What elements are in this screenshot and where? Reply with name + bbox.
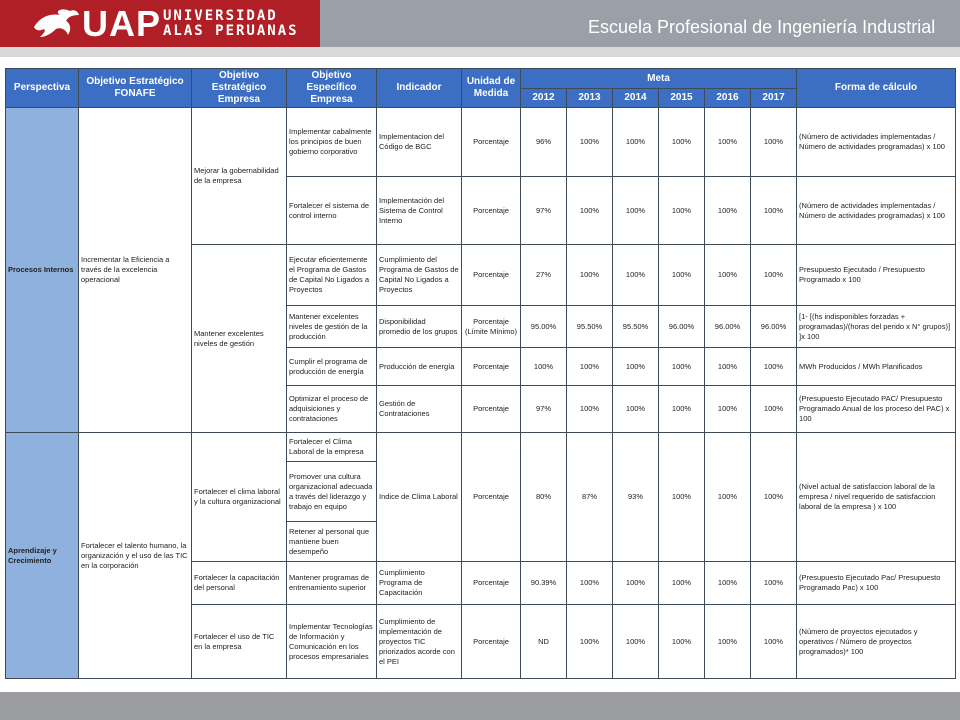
header-meta: Meta xyxy=(521,69,797,89)
header-indicador: Indicador xyxy=(377,69,462,108)
logo-name xyxy=(163,9,299,39)
unit-cell: Porcentaje xyxy=(462,562,521,605)
specific-objective-cell: Fortalecer el Clima Laboral de la empresa xyxy=(287,433,377,462)
meta-cell: 100% xyxy=(659,177,705,245)
indicator-cell: Gestión de Contrataciones xyxy=(377,386,462,433)
table-row xyxy=(6,108,956,177)
header-year: 2013 xyxy=(567,89,613,108)
meta-cell: 96.00% xyxy=(659,306,705,348)
header-obj-fonafe: Objetivo Estratégico FONAFE xyxy=(79,69,192,108)
strategic-objectives-table xyxy=(5,68,956,679)
meta-cell: 100% xyxy=(659,386,705,433)
meta-cell: 100% xyxy=(659,605,705,679)
meta-cell: 87% xyxy=(567,433,613,562)
meta-cell: 100% xyxy=(705,177,751,245)
formula-cell: MWh Producidos / MWh Planificados xyxy=(797,348,956,386)
logo-line1: UNIVERSIDAD xyxy=(163,8,278,24)
logo-line2: ALAS PERUANAS xyxy=(163,23,299,39)
meta-cell: 100% xyxy=(751,386,797,433)
meta-cell: 100% xyxy=(613,605,659,679)
logo-abbr: UAP xyxy=(82,3,162,44)
specific-objective-cell: Mantener programas de entrenamiento superior xyxy=(287,562,377,605)
meta-cell: 27% xyxy=(521,245,567,306)
meta-cell: 100% xyxy=(659,433,705,562)
formula-cell: (Presupuesto Ejecutado Pac/ Presupuesto Programado Pac) x 100 xyxy=(797,562,956,605)
header-year: 2012 xyxy=(521,89,567,108)
meta-cell: 100% xyxy=(705,245,751,306)
meta-cell: 100% xyxy=(659,108,705,177)
meta-cell: 100% xyxy=(613,562,659,605)
meta-cell: 100% xyxy=(613,348,659,386)
meta-cell: 100% xyxy=(567,562,613,605)
meta-cell: 100% xyxy=(705,348,751,386)
formula-cell: (Número de actividades implementadas / Número de actividades programadas) x 100 xyxy=(797,177,956,245)
unit-cell: Porcentaje xyxy=(462,348,521,386)
formula-cell: (Número de actividades implementadas / Número de actividades programadas) x 100 xyxy=(797,108,956,177)
meta-cell: 100% xyxy=(613,108,659,177)
unit-cell: Porcentaje xyxy=(462,433,521,562)
meta-cell: 100% xyxy=(659,348,705,386)
header-year: 2015 xyxy=(659,89,705,108)
header-year: 2014 xyxy=(613,89,659,108)
meta-cell: 100% xyxy=(521,348,567,386)
meta-cell: 93% xyxy=(613,433,659,562)
meta-cell: 100% xyxy=(567,108,613,177)
meta-cell: 100% xyxy=(705,605,751,679)
meta-cell: 100% xyxy=(705,386,751,433)
header-year: 2017 xyxy=(751,89,797,108)
formula-cell: (Presupuesto Ejecutado PAC/ Presupuesto Programado Anual de los proceso del PAC) x 100 xyxy=(797,386,956,433)
meta-cell: 95.50% xyxy=(567,306,613,348)
indicator-cell: Producción de energía xyxy=(377,348,462,386)
footer-bar xyxy=(0,692,960,720)
meta-cell: 95.00% xyxy=(521,306,567,348)
meta-cell: 100% xyxy=(705,433,751,562)
specific-objective-cell: Retener al personal que mantiene buen desempeño xyxy=(287,522,377,562)
indicator-cell: Implementación del Sistema de Control Interno xyxy=(377,177,462,245)
fonafe-objective-cell: Fortalecer el talento humano, la organización y el uso de las TIC en la corporación xyxy=(79,433,192,679)
meta-cell: 100% xyxy=(613,386,659,433)
meta-cell: 100% xyxy=(751,433,797,562)
fonafe-objective-cell: Incrementar la Eficiencia a través de la excelencia operacional xyxy=(79,108,192,433)
specific-objective-cell: Implementar cabalmente los principios de buen gobierno corporativo xyxy=(287,108,377,177)
indicator-cell: Disponibilidad promedio de los grupos xyxy=(377,306,462,348)
company-objective-cell: Fortalecer la capacitación del personal xyxy=(192,562,287,605)
meta-cell: 100% xyxy=(751,348,797,386)
meta-cell: 100% xyxy=(567,386,613,433)
meta-cell: 100% xyxy=(751,245,797,306)
meta-cell: 100% xyxy=(751,605,797,679)
meta-cell: 100% xyxy=(751,108,797,177)
eagle-logo-icon xyxy=(32,7,80,41)
unit-cell: Porcentaje xyxy=(462,245,521,306)
company-objective-cell: Mantener excelentes niveles de gestión xyxy=(192,245,287,433)
school-title: Escuela Profesional de Ingeniería Industrial xyxy=(588,17,936,37)
formula-cell: (Nivel actual de satisfaccion laboral de la empresa / nivel requerido de satisfaccion laboral de la empresa ) x 100 xyxy=(797,433,956,562)
specific-objective-cell: Ejecutar eficientemente el Programa de Gastos de Capital No Ligados a Proyectos xyxy=(287,245,377,306)
indicator-cell: Cumplimiento de implementación de proyectos TIC priorizados acorde con el PEI xyxy=(377,605,462,679)
perspective-cell: Aprendizaje y Crecimiento xyxy=(6,433,79,679)
unit-cell: Porcentaje xyxy=(462,605,521,679)
meta-cell: 100% xyxy=(567,177,613,245)
meta-cell: 96.00% xyxy=(705,306,751,348)
meta-cell: 100% xyxy=(751,562,797,605)
header-obj-empresa: Objetivo Estratégico Empresa xyxy=(192,69,287,108)
formula-cell: [1- [(hs indisponibles forzadas + programadas)/(horas del perido x N° grupos)] ]x 100 xyxy=(797,306,956,348)
unit-cell: Porcentaje (Límite Mínimo) xyxy=(462,306,521,348)
meta-cell: 97% xyxy=(521,386,567,433)
meta-cell: 100% xyxy=(751,177,797,245)
indicator-cell: Cumplimiento del Programa de Gastos de Capital No Ligados a Proyectos xyxy=(377,245,462,306)
meta-cell: 100% xyxy=(613,177,659,245)
meta-cell: 100% xyxy=(705,562,751,605)
header-forma: Forma de cálculo xyxy=(797,69,956,108)
meta-cell: 100% xyxy=(659,562,705,605)
company-objective-cell: Fortalecer el uso de TIC en la empresa xyxy=(192,605,287,679)
specific-objective-cell: Optimizar el proceso de adquisiciones y contrataciones xyxy=(287,386,377,433)
indicator-cell: Cumplimiento Programa de Capacitación xyxy=(377,562,462,605)
meta-cell: 90.39% xyxy=(521,562,567,605)
header-obj-especifico: Objetivo Específico Empresa xyxy=(287,69,377,108)
company-objective-cell: Mejorar la gobernabilidad de la empresa xyxy=(192,108,287,245)
meta-cell: 100% xyxy=(613,245,659,306)
header-year: 2016 xyxy=(705,89,751,108)
header-divider xyxy=(0,47,960,57)
meta-cell: 97% xyxy=(521,177,567,245)
perspective-cell: Procesos Internos xyxy=(6,108,79,433)
header-perspectiva: Perspectiva xyxy=(6,69,79,108)
meta-cell: 80% xyxy=(521,433,567,562)
formula-cell: Presupuesto Ejecutado / Presupuesto Programado x 100 xyxy=(797,245,956,306)
unit-cell: Porcentaje xyxy=(462,386,521,433)
specific-objective-cell: Fortalecer el sistema de control interno xyxy=(287,177,377,245)
indicator-cell: Implementacion del Código de BGC xyxy=(377,108,462,177)
meta-cell: 100% xyxy=(705,108,751,177)
specific-objective-cell: Mantener excelentes niveles de gestión de la producción xyxy=(287,306,377,348)
meta-cell: ND xyxy=(521,605,567,679)
meta-cell: 100% xyxy=(567,605,613,679)
specific-objective-cell: Promover una cultura organizacional adecuada a través del liderazgo y trabajo en equipo xyxy=(287,462,377,522)
brand-block xyxy=(0,0,320,47)
meta-cell: 100% xyxy=(567,348,613,386)
unit-cell: Porcentaje xyxy=(462,177,521,245)
meta-cell: 96% xyxy=(521,108,567,177)
formula-cell: (Número de proyectos ejecutados y operativos / Número de proyectos programados)* 100 xyxy=(797,605,956,679)
meta-cell: 100% xyxy=(659,245,705,306)
specific-objective-cell: Cumplir el programa de producción de energía xyxy=(287,348,377,386)
header-unidad: Unidad de Medida xyxy=(462,69,521,108)
unit-cell: Porcentaje xyxy=(462,108,521,177)
indicator-cell: Indice de Clima Laboral xyxy=(377,433,462,562)
strategic-objectives-table-wrap xyxy=(5,68,955,679)
meta-cell: 100% xyxy=(567,245,613,306)
specific-objective-cell: Implementar Tecnologías de Información y Comunicación en los procesos empresariales xyxy=(287,605,377,679)
company-objective-cell: Fortalecer el clima laboral y la cultura organizacional xyxy=(192,433,287,562)
meta-cell: 96.00% xyxy=(751,306,797,348)
table-row xyxy=(6,433,956,462)
meta-cell: 95.50% xyxy=(613,306,659,348)
